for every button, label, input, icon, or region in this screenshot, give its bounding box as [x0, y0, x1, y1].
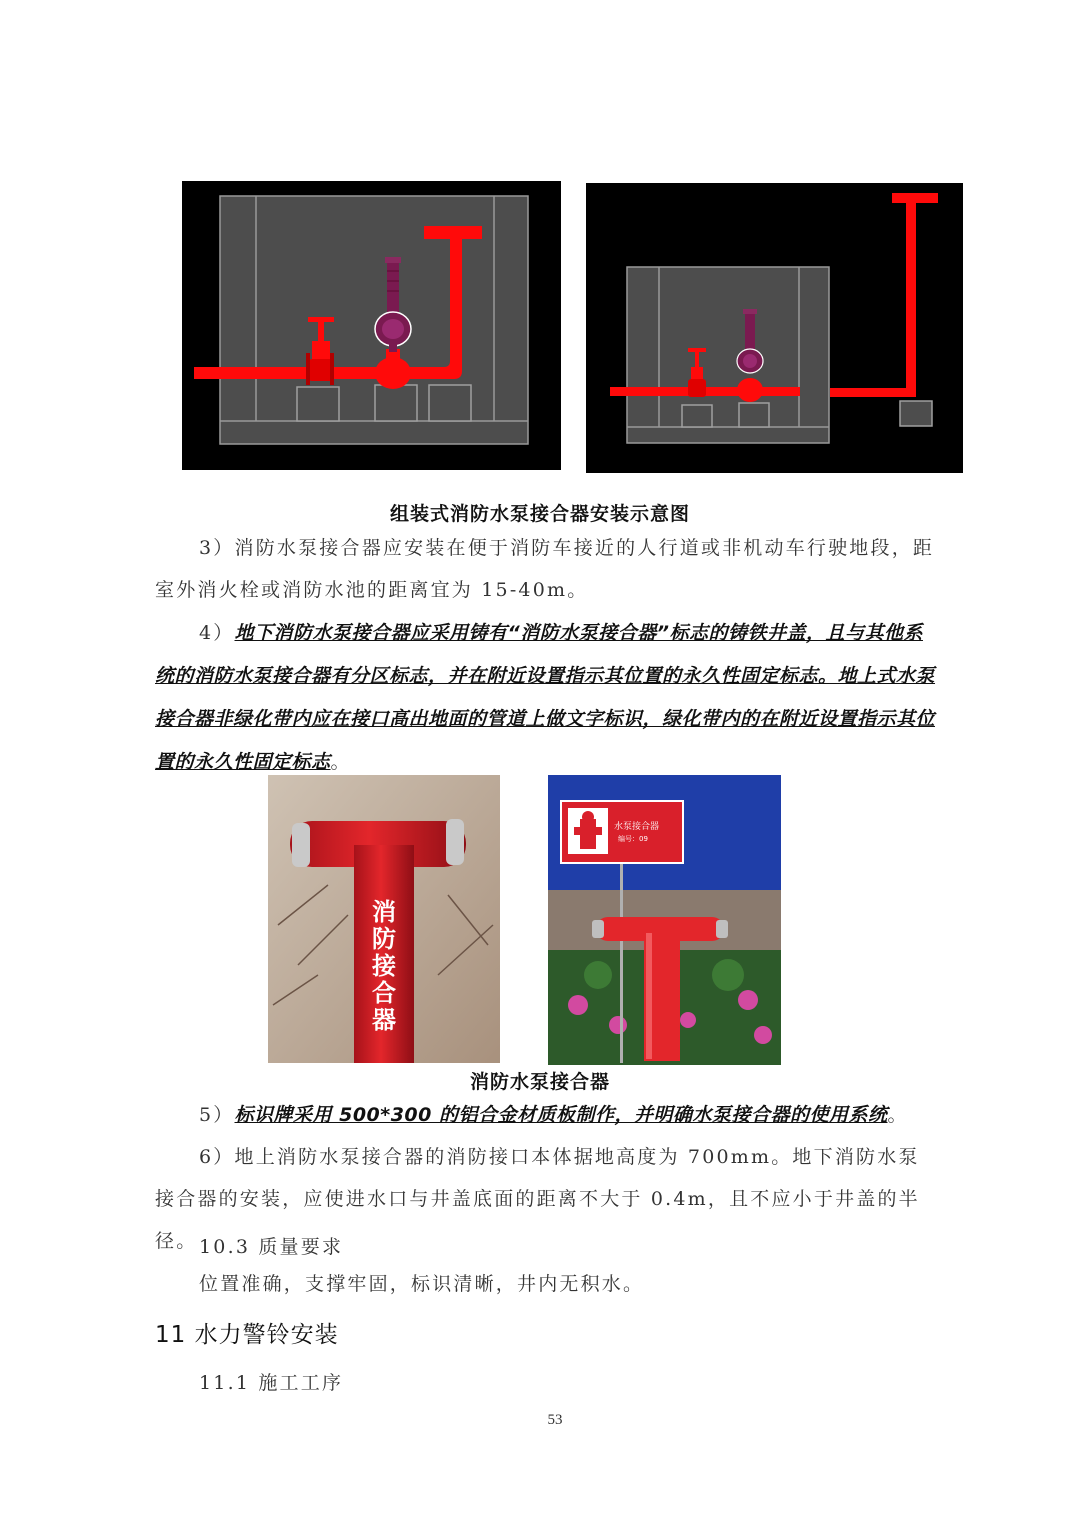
paragraph-4-prefix: 4） [199, 622, 235, 644]
section-10-3-title: 10.3 质量要求 [199, 1236, 344, 1258]
figure-caption-diagram: 组装式消防水泵接合器安装示意图 [389, 503, 690, 525]
sign-number: 编号：09 [618, 835, 648, 843]
sign-title: 水泵接合器 [614, 822, 660, 832]
paragraph-6: 6）地上消防水泵接合器的消防接口本体据地高度为 700mm。地下消防水泵接合器的安装，应使进水口与井盖底面的距离不大于 0.4m，且不应小于井盖的半径。 [155, 1146, 920, 1252]
paragraph-5-prefix: 5） [199, 1104, 235, 1126]
hydrant-text-5: 器 [372, 1006, 396, 1034]
paragraph-5-emphasis: 标识牌采用 500*300 的铝合金材质板制作，并明确水泵接合器的使用系统 [234, 1104, 888, 1126]
diagram-left [182, 181, 561, 470]
hydrant-text-3: 接 [372, 952, 396, 980]
paragraph-5-suffix: 。 [887, 1104, 909, 1126]
hydrant-text-2: 防 [372, 925, 396, 953]
paragraph-4 [155, 612, 935, 784]
figure-caption-photos: 消防水泵接合器 [469, 1071, 610, 1093]
section-11-1-title: 11.1 施工工序 [199, 1372, 344, 1394]
hydrant-text-1: 消 [372, 898, 396, 926]
paragraph-4-emphasis: 地下消防水泵接合器应采用铸有“消防水泵接合器”标志的铸铁井盖，且与其他系统的消防水泵接合器有分区标志，并在附近设置指示其位置的永久性固定标志。地上式水泵接合器非绿化带内应在接口高出地面的管道上做文字标识，绿化带内的在附近设置指示其位置的永久性固定标志 [155, 622, 936, 773]
paragraph-3: 3）消防水泵接合器应安装在便于消防车接近的人行道或非机动车行驶地段，距室外消火栓或消防水池的距离宜为 15-40m。 [155, 537, 935, 601]
diagram-right [586, 183, 963, 473]
paragraph-4-suffix: 。 [330, 751, 352, 773]
page-number: 53 [547, 1412, 563, 1428]
section-11-title: 11 水力警铃安装 [155, 1322, 339, 1348]
photo-hydrant-sign [548, 775, 781, 1065]
hydrant-text-4: 合 [372, 979, 396, 1007]
photo-hydrant-ground [268, 775, 500, 1063]
section-10-3-body: 位置准确，支撑牢固，标识清晰，井内无积水。 [199, 1273, 645, 1295]
paragraph-5 [155, 1094, 935, 1136]
